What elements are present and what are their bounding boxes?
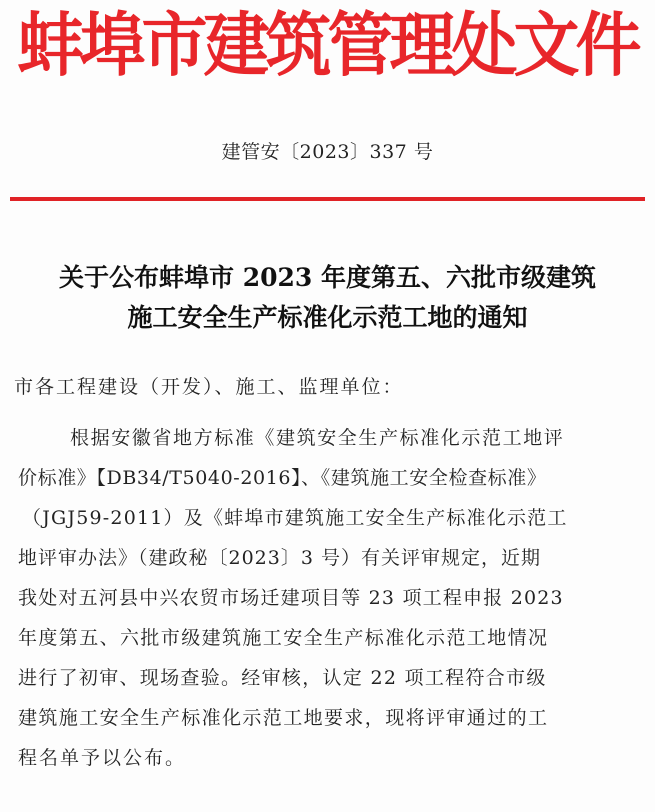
red-divider-line: [10, 197, 645, 201]
body-line: 我处对五河县中兴农贸市场迁建项目等 23 项工程申报 2023: [18, 587, 564, 609]
notice-title-line-2: 施工安全生产标准化示范工地的通知: [127, 303, 528, 332]
body-line: 价标准》【DB34/T5040-2016】、《建筑施工安全检查标准》: [18, 467, 547, 489]
document-number: 建管安〔2023〕337 号: [221, 141, 434, 163]
body-line: （JGJ59-2011）及《蚌埠市建筑施工安全生产标准化示范工: [22, 507, 568, 529]
body-line: 建筑施工安全生产标准化示范工地要求，现将评审通过的工: [18, 707, 549, 729]
body-line: 地评审办法》（建政秘〔2023〕3 号）有关评审规定，近期: [18, 547, 541, 569]
notice-title-line-1: 关于公布蚌埠市 2023 年度第五、六批市级建筑: [59, 263, 596, 292]
body-line: 根据安徽省地方标准《建筑安全生产标准化示范工地评: [70, 427, 565, 449]
letterhead-title: 蚌埠市建筑管理处文件: [17, 5, 638, 86]
body-line: 程名单予以公布。: [18, 747, 187, 769]
body-line: 进行了初审、现场查验。经审核，认定 22 项工程符合市级: [18, 667, 547, 689]
notice-title: [0, 258, 655, 338]
salutation: 市各工程建设（开发）、施工、监理单位：: [14, 376, 404, 398]
body-paragraph: [18, 418, 638, 778]
body-line: 年度第五、六批市级建筑施工安全生产标准化示范工地情况: [18, 627, 549, 649]
